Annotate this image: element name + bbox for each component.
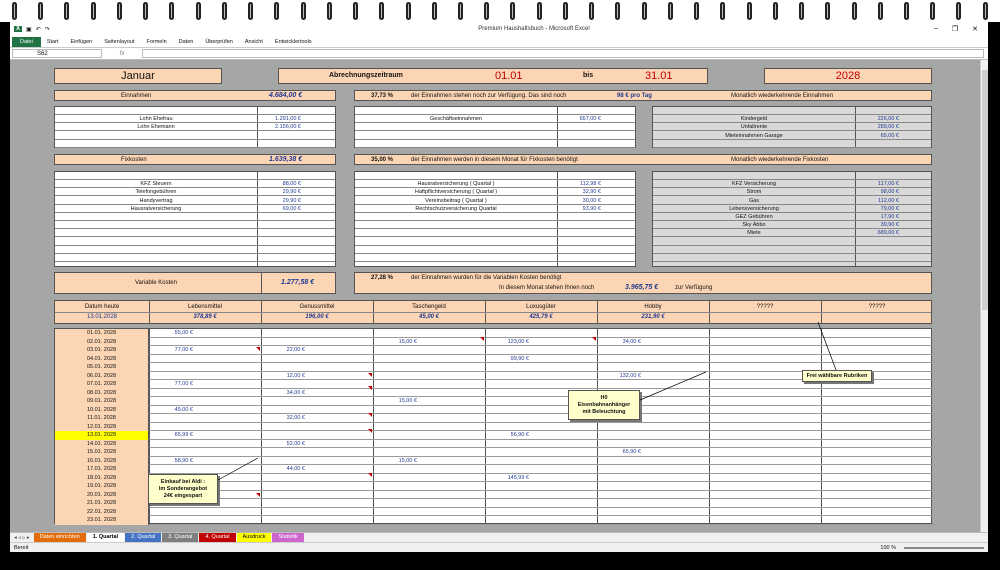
row-date: 14.01. 2028	[55, 440, 149, 449]
tab-nav-arrows-icon[interactable]: ◂ ◃ ▹ ▸	[14, 534, 30, 541]
row-date: 05.01. 2028	[55, 363, 149, 372]
list-item-label: Hausratversicherung	[130, 205, 182, 212]
scroll-thumb[interactable]	[982, 70, 988, 310]
binder-ring	[825, 2, 830, 20]
year-label: 2028	[764, 68, 932, 84]
cell-value[interactable]: 52,00 €	[286, 440, 305, 447]
row-date: 11.01. 2028	[55, 414, 149, 423]
category-name: Genussmittel	[299, 304, 335, 310]
note-hobby-text: H0 Eisenbahnanhänger mit Beleuchtung	[577, 394, 631, 415]
binder-ring	[248, 2, 253, 20]
ribbon-tab-1[interactable]: Start	[46, 38, 59, 45]
redo-icon[interactable]: ↷	[44, 26, 50, 33]
binder-ring	[510, 2, 515, 20]
tab-sheet-5[interactable]: Ausdruck	[237, 533, 272, 542]
cell-value[interactable]: 44,00 €	[286, 466, 305, 472]
income-pct-text: der Einnahmen stehen noch zur Verfügung. Das sind noch	[411, 93, 567, 99]
excel-logo-icon: X	[16, 26, 21, 32]
tab-sheet-2[interactable]: 2. Quartal	[125, 533, 161, 542]
list-item-label: Sky Abbo	[742, 222, 766, 229]
binder-ring	[91, 2, 96, 20]
cell-value[interactable]: 56,90 €	[510, 432, 529, 438]
variable-remain: 3.965,75 €	[625, 284, 659, 291]
list-item-label: Rechtschutzversicherung Quartal	[415, 205, 497, 212]
note-rubriken-text: Frei wählbare Rubriken	[806, 372, 868, 379]
binder-ring	[117, 2, 122, 20]
list-item-label: Lohn Ehefrau	[139, 116, 173, 123]
list-item-value: 65,00 €	[880, 132, 899, 139]
binder-ring	[983, 2, 988, 20]
list-item-label: Hausratversicherung ( Quartal )	[417, 181, 495, 188]
binder-ring	[38, 2, 43, 20]
row-date: 13.01. 2028	[55, 431, 149, 440]
fixed-total: 1.639,38 €	[269, 156, 303, 163]
row-date: 09.01. 2028	[55, 397, 149, 406]
binder-ring	[694, 2, 699, 20]
binder-ring	[642, 2, 647, 20]
fixed-pct-text: der Einnahmen werden in diesem Monat für Fixkosten benötigt	[411, 157, 578, 163]
binder-rings	[0, 0, 1000, 22]
binder-ring	[274, 2, 279, 20]
binder-ring	[406, 2, 411, 20]
binder-ring	[222, 2, 227, 20]
note-aldi-text: Einkauf bei Aldi : Im Sonderangebot 24€ eingespart	[158, 478, 208, 499]
list-item-value: 226,00 €	[877, 116, 899, 123]
fx-icon[interactable]: fx	[119, 50, 125, 57]
binder-ring	[615, 2, 620, 20]
binder-ring	[878, 2, 883, 20]
row-date: 01.01. 2028	[55, 329, 149, 338]
income-label: Einnahmen	[121, 93, 152, 99]
list-item-value: 32,90 €	[582, 189, 601, 196]
binder-ring	[379, 2, 384, 20]
row-date: 22.01. 2028	[55, 508, 149, 517]
cell-value[interactable]: 132,00 €	[619, 372, 641, 379]
list-item-label: GEZ Gebühren	[735, 214, 773, 220]
row-date: 02.01. 2028	[55, 338, 149, 347]
list-item-value: 2.156,00 €	[275, 124, 301, 131]
row-date: 07.01. 2028	[55, 380, 149, 389]
tab-sheet-0[interactable]: Daten einrichten	[34, 533, 86, 542]
income-total: 4.684,00 €	[269, 92, 303, 99]
row-date: 08.01. 2028	[55, 389, 149, 398]
cell-value[interactable]: 65,90 €	[622, 449, 641, 455]
ribbon-tab-0[interactable]: Datei	[12, 37, 41, 47]
cell-value[interactable]: 58,90 €	[174, 457, 193, 464]
tab-sheet-6[interactable]: Statistik	[272, 533, 303, 542]
formula-bar	[10, 48, 988, 60]
category-name: Lebensmittel	[187, 304, 223, 310]
binder-ring	[169, 2, 174, 20]
category-sum: 425,79 €	[529, 314, 553, 320]
row-date: 17.01. 2028	[55, 465, 149, 474]
list-item-label: Haftpflichtversicherung ( Quartal )	[414, 189, 498, 196]
row-date: 23.01. 2028	[55, 516, 149, 525]
date-head: Datum heute	[84, 304, 120, 310]
income-recurring-title: Monatlich wiederkehrende Einnahmen	[731, 93, 834, 99]
zoom-slider[interactable]	[904, 547, 984, 549]
cell-value[interactable]: 45,00 €	[174, 406, 193, 413]
list-item-value: 98,00 €	[880, 189, 899, 196]
row-date: 19.01. 2028	[55, 482, 149, 491]
variable-total: 1.277,58 €	[281, 279, 315, 286]
list-item-label: Vereinsbeitrag ( Quartal )	[425, 197, 487, 204]
cell-value[interactable]: 34,00 €	[622, 338, 641, 345]
row-date: 04.01. 2028	[55, 355, 149, 364]
binder-ring	[956, 2, 961, 20]
binder-ring	[563, 2, 568, 20]
worksheet[interactable]	[10, 60, 980, 546]
excel-window	[10, 22, 988, 552]
tab-sheet-3[interactable]: 3. Quartal	[162, 533, 198, 542]
vertical-scrollbar[interactable]	[980, 60, 988, 546]
binder-ring	[327, 2, 332, 20]
list-item-label: Mieteinnahmen Garage	[725, 132, 783, 139]
sheet-tabs	[10, 532, 988, 542]
list-item-label: Lohn Ehemann	[137, 124, 175, 131]
cell-value[interactable]: 123,00 €	[507, 338, 529, 345]
window-title: Premium Haushaltsbuch - Microsoft Excel	[478, 26, 590, 32]
status-bar	[10, 542, 988, 552]
list-item-label: Strom	[746, 189, 762, 196]
list-item-value: 93,90 €	[582, 205, 601, 212]
row-date: 16.01. 2028	[55, 457, 149, 466]
category-sum: 196,00 €	[305, 314, 329, 320]
cell-value[interactable]: 22,00 €	[286, 347, 305, 353]
name-box[interactable]: S62	[12, 49, 102, 58]
note-connector-lines	[10, 60, 980, 546]
row-date: 06.01. 2028	[55, 372, 149, 381]
category-name: Taschengeld	[412, 304, 446, 310]
list-item-value: 79,00 €	[880, 205, 899, 212]
period-to: 31.01	[645, 70, 673, 82]
cell-value[interactable]: 77,00 €	[174, 347, 193, 353]
ribbon-tab-4[interactable]: Formeln	[146, 38, 167, 45]
list-item-value: 657,00 €	[579, 116, 601, 123]
list-item-value: 117,00 €	[877, 181, 899, 188]
row-date: 18.01. 2028	[55, 474, 149, 483]
binder-ring	[904, 2, 909, 20]
month-label: Januar	[54, 68, 222, 84]
income-per-day: 98 € pro Tag	[617, 93, 652, 99]
list-item-value: 1.291,00 €	[275, 116, 301, 123]
binder-ring	[747, 2, 752, 20]
cell-value[interactable]: 15,00 €	[398, 338, 417, 345]
save-icon[interactable]: ▣	[26, 26, 32, 33]
fixed-recurring-title: Monatlich wiederkehrende Fixkosten	[731, 157, 829, 163]
list-item-label: Gas	[748, 197, 760, 204]
binder-ring	[143, 2, 148, 20]
cell-value[interactable]: 15,00 €	[398, 457, 417, 464]
category-name: Hobby	[644, 304, 662, 310]
ribbon-tab-2[interactable]: Einfügen	[70, 38, 93, 45]
category-name: Luxusgüter	[526, 304, 556, 310]
list-item-value: 88,00 €	[282, 181, 301, 188]
ribbon-tab-3[interactable]: Seitenlayout	[104, 38, 135, 45]
list-item-value: 112,98 €	[579, 181, 601, 188]
tab-sheet-1[interactable]: 1. Quartal	[87, 533, 124, 542]
binder-ring	[353, 2, 358, 20]
list-item-label: Geschäftseinnahmen	[430, 116, 482, 123]
list-item-value: 30,00 €	[582, 197, 601, 204]
binder-ring	[458, 2, 463, 20]
ribbon-tab-8[interactable]: Entwicklertools	[274, 38, 312, 45]
variable-remain-suffix: zur Verfügung	[675, 285, 713, 291]
variable-pct: 27,28 %	[371, 275, 394, 281]
cell-value[interactable]: 34,00 €	[286, 389, 305, 396]
restore-icon[interactable]: ❐	[951, 26, 959, 33]
binder-ring	[930, 2, 935, 20]
minimize-icon[interactable]: –	[933, 25, 938, 32]
binder-ring	[432, 2, 437, 20]
variable-pct-text: der Einnahmen wurden für die Variablen Kosten benötigt	[411, 275, 562, 281]
category-sum: 378,89 €	[193, 314, 217, 320]
row-date: 03.01. 2028	[55, 346, 149, 355]
cell-value[interactable]: 32,00 €	[286, 415, 305, 421]
binder-ring	[668, 2, 673, 20]
cell-value[interactable]: 99,90 €	[510, 355, 529, 362]
binder-ring	[589, 2, 594, 20]
binder-ring	[537, 2, 542, 20]
list-item-value: 29,90 €	[282, 197, 301, 204]
date-today: 13.01.2028	[86, 314, 118, 320]
tab-sheet-4[interactable]: 4. Quartal	[199, 533, 235, 542]
list-item-label: Unfallrente	[740, 124, 768, 131]
binder-ring	[720, 2, 725, 20]
row-date: 12.01. 2028	[55, 423, 149, 432]
category-sum: 231,90 €	[641, 314, 665, 320]
list-item-value: 289,00 €	[877, 124, 899, 131]
category-name: ?????	[756, 304, 774, 310]
cell-value[interactable]: 145,99 €	[507, 474, 529, 481]
row-date: 10.01. 2028	[55, 406, 149, 415]
cell-value[interactable]: 15,00 €	[398, 398, 417, 404]
title-bar	[10, 22, 988, 36]
list-item-value: 112,00 €	[877, 197, 899, 204]
category-sum: 45,00 €	[418, 314, 440, 320]
cell-value[interactable]: 77,00 €	[174, 381, 193, 387]
income-pct: 37,73 %	[371, 93, 394, 99]
fixed-pct: 35,00 %	[371, 157, 394, 163]
variable-remain-text: In diesem Monat stehen Ihnen noch	[499, 285, 595, 291]
period-bis: bis	[583, 72, 594, 79]
binder-ring	[484, 2, 489, 20]
ribbon-tab-5[interactable]: Daten	[178, 38, 194, 45]
binder-ring	[773, 2, 778, 20]
binder-ring	[852, 2, 857, 20]
fixed-label: Fixkosten	[121, 157, 147, 163]
list-item-value: 29,90 €	[282, 189, 301, 196]
list-item-label: Miete	[747, 230, 761, 237]
binder-ring	[799, 2, 804, 20]
binder-ring	[301, 2, 306, 20]
ribbon-tabs	[10, 36, 988, 48]
list-item-label: Kindergeld	[740, 116, 768, 123]
list-item-label: Handyvertrag	[139, 197, 173, 204]
list-item-label: KFZ Versicherung	[731, 181, 777, 188]
ribbon-tab-6[interactable]: Überprüfen	[205, 38, 233, 45]
category-name: ?????	[868, 304, 886, 310]
list-item-label: KFZ Steuern	[140, 181, 172, 188]
list-item-value: 689,00 €	[877, 230, 899, 237]
variable-label: Variable Kosten	[135, 280, 177, 286]
formula-input[interactable]	[142, 49, 984, 58]
binder-ring	[64, 2, 69, 20]
cell-value[interactable]: 55,00 €	[174, 330, 193, 336]
cell-value[interactable]: 65,99 €	[174, 432, 193, 438]
close-icon[interactable]: ✕	[972, 26, 978, 33]
row-date: 15.01. 2028	[55, 448, 149, 457]
status-ready: Bereit	[14, 544, 29, 551]
period-label: Abrechnungszeitraum	[329, 72, 403, 79]
binder-ring	[196, 2, 201, 20]
undo-icon[interactable]: ↶	[35, 26, 41, 33]
row-date: 20.01. 2028	[55, 491, 149, 500]
list-item-label: Telefongebühren	[135, 189, 177, 196]
cell-value[interactable]: 12,00 €	[286, 372, 305, 379]
quick-access-toolbar	[14, 26, 134, 33]
list-item-value: 69,00 €	[282, 205, 301, 212]
zoom-level: 100 %	[880, 544, 896, 551]
list-item-value: 39,90 €	[880, 222, 899, 229]
list-item-label: Lebensversicherung	[729, 205, 779, 212]
list-item-value: 17,90 €	[880, 214, 899, 220]
row-date: 21.01. 2028	[55, 499, 149, 508]
binder-ring	[12, 2, 17, 20]
period-from: 01.01	[495, 70, 523, 82]
ribbon-tab-7[interactable]: Ansicht	[244, 38, 263, 45]
